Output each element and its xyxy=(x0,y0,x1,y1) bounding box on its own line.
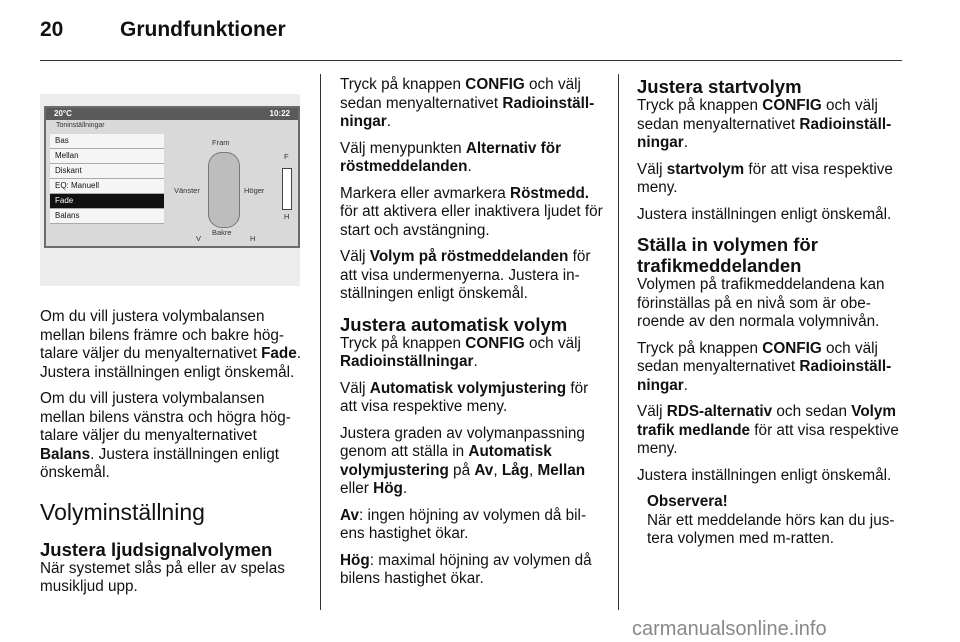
screen-menu-item: Diskant xyxy=(50,164,164,179)
paragraph: Välj menypunkten Alternativ för röstmeddelanden. xyxy=(340,139,562,175)
paragraph: Välj startvolym för att visa respektive meny. xyxy=(637,160,893,196)
column-3 xyxy=(637,76,905,549)
subsection-heading: Justera startvolym xyxy=(637,76,802,97)
paragraph: Justera inställningen enligt önskemål. xyxy=(637,205,892,223)
paragraph: Välj Volym på röstmeddelanden för att visa undermenyerna. Justera in-ställningen enligt önskemål. xyxy=(340,248,591,302)
fader-slider xyxy=(282,168,292,210)
screen-menu-item: Bas xyxy=(50,134,164,149)
paragraph: När systemet slås på eller av spelas musikljud upp. xyxy=(40,559,285,595)
note-title: Observera! xyxy=(647,493,728,510)
column-divider-1 xyxy=(320,74,321,610)
label-v: V xyxy=(196,234,202,243)
subsection-heading: Justera automatisk volym xyxy=(340,313,568,335)
temperature: 20°C xyxy=(54,109,72,118)
page-number: 20 xyxy=(40,18,64,41)
label-hoger: Höger xyxy=(244,186,265,195)
watermark: carmanualsonline.info xyxy=(632,618,827,640)
paragraph: Av: ingen höjning av volymen då bil-ens hastighet ökar. xyxy=(340,506,587,542)
chapter-title: Grundfunktioner xyxy=(120,18,286,41)
screen-subtitle: Toninställningar xyxy=(56,122,105,129)
column-1 xyxy=(40,308,310,605)
note-text: När ett meddelande hörs kan du jus-tera volymen med m-ratten. xyxy=(647,511,895,547)
paragraph: Justera graden av volymanpassning genom att ställa in Automatisk volymjustering på Av, Låg, Mellan eller Hög. xyxy=(340,424,586,497)
header-rule xyxy=(40,60,902,61)
label-f: F xyxy=(284,152,289,161)
paragraph: Om du vill justera volymbalansen mellan bilens vänstra och högra hög-talare väljer du menyalternativet Balans. Justera inställningen enligt önskemål. xyxy=(40,390,291,481)
paragraph: Välj Automatisk volymjustering för att visa respektive meny. xyxy=(340,379,589,415)
column-divider-2 xyxy=(618,74,619,610)
status-bar xyxy=(46,108,298,120)
label-fram: Fram xyxy=(212,138,230,147)
subsection-heading: Justera ljudsignalvolymen xyxy=(40,538,273,560)
column-2 xyxy=(340,76,608,597)
page-header xyxy=(40,18,920,48)
screen-menu-item: Mellan xyxy=(50,149,164,164)
paragraph: Tryck på knappen CONFIG och välj sedan menyalternativet Radioinställ-ningar. xyxy=(637,339,892,394)
volume-knob-icon: m xyxy=(772,530,786,547)
paragraph: Volymen på trafikmeddelandena kan förinställas på en nivå som är obe-roende av den normala volymnivån. xyxy=(637,276,885,330)
label-vanster: Vänster xyxy=(174,186,200,195)
car-icon xyxy=(208,152,240,228)
infotainment-screen xyxy=(44,106,300,248)
paragraph: Tryck på knappen CONFIG och välj Radioinställningar. xyxy=(340,334,581,370)
subsection-heading: Ställa in volymen för trafikmeddelanden xyxy=(637,234,818,276)
clock: 10:22 xyxy=(269,109,290,118)
screen-menu-item: Balans xyxy=(50,209,164,224)
paragraph: Hög: maximal höjning av volymen då bilens hastighet ökar. xyxy=(340,551,592,587)
paragraph: Om du vill justera volymbalansen mellan bilens främre och bakre hög-talare väljer du menyalternativet Fade. Justera inställningen enligt önskemål. xyxy=(40,308,302,381)
paragraph: Tryck på knappen CONFIG och välj sedan menyalternativet Radioinställ-ningar. xyxy=(340,76,595,130)
screen-menu-item: Fade xyxy=(50,194,164,209)
paragraph: Markera eller avmarkera Röstmedd. för att aktivera eller inaktivera ljudet för start och avstängning. xyxy=(340,184,603,239)
paragraph: Välj RDS-alternativ och sedan Volym trafik medlande för att visa respektive meny. xyxy=(637,403,899,457)
paragraph: Justera inställningen enligt önskemål. xyxy=(637,466,892,484)
screen-figure xyxy=(40,94,300,286)
label-h: H xyxy=(284,212,290,221)
paragraph: Tryck på knappen CONFIG och välj sedan menyalternativet Radioinställ-ningar. xyxy=(637,97,892,151)
section-heading: Volyminställning xyxy=(40,498,205,525)
tone-menu xyxy=(50,134,164,224)
label-h2: H xyxy=(250,234,256,243)
label-bakre: Bakre xyxy=(212,228,232,237)
note-box xyxy=(647,493,905,549)
screen-menu-item: EQ: Manuell xyxy=(50,179,164,194)
